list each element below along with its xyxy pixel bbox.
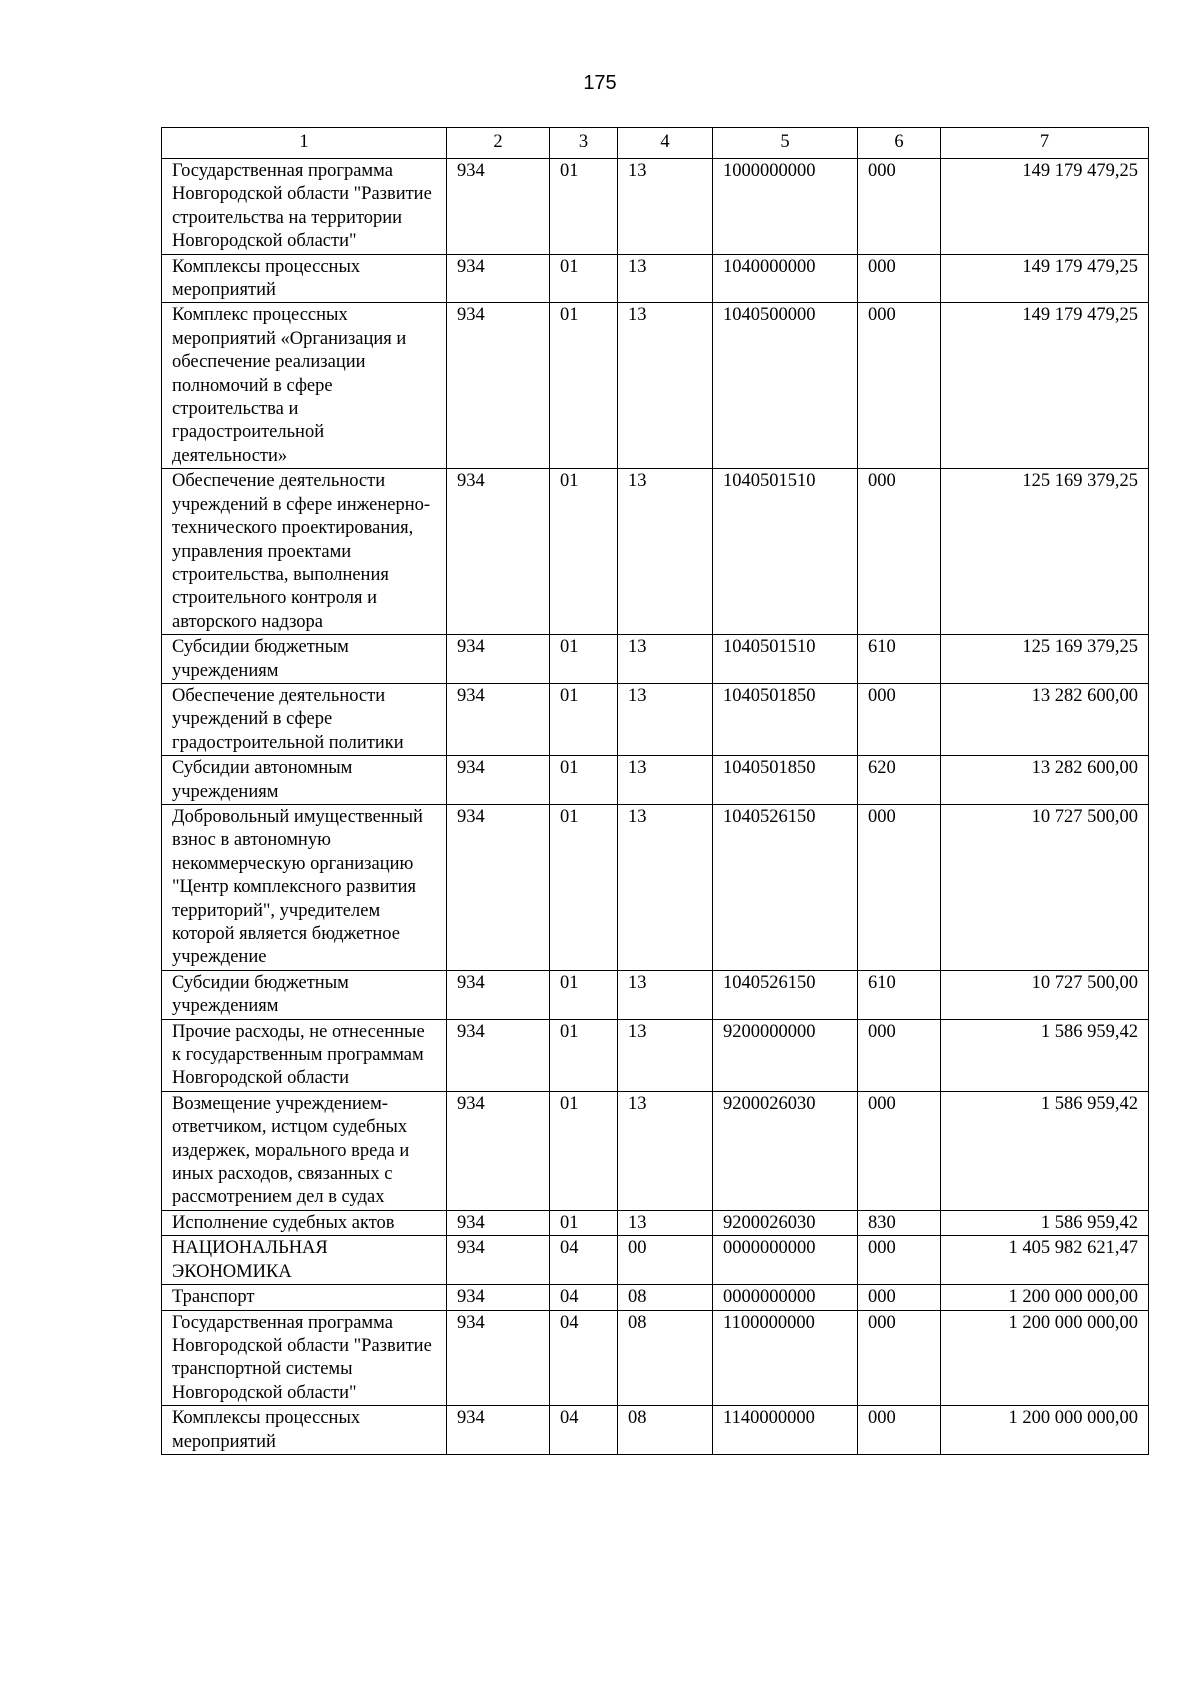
- amount-cell: 10 727 500,00: [941, 970, 1149, 1019]
- subsection-code-cell: 13: [618, 804, 713, 970]
- table-body: [162, 159, 1149, 1455]
- ministry-code-cell: 934: [447, 1236, 550, 1285]
- target-article-cell: 1040501510: [713, 635, 858, 684]
- row-name-cell: Прочие расходы, не отнесенные к государственным программам Новгородской области: [162, 1019, 447, 1091]
- target-article-cell: 1040501850: [713, 756, 858, 805]
- target-article-cell: 1040500000: [713, 303, 858, 469]
- subsection-code-cell: 13: [618, 970, 713, 1019]
- amount-cell: 149 179 479,25: [941, 303, 1149, 469]
- expense-type-cell: 000: [858, 1310, 941, 1406]
- table-row: [162, 1091, 1149, 1210]
- section-code-cell: 01: [550, 1091, 618, 1210]
- column-header-4: 4: [618, 128, 713, 159]
- expense-type-cell: 000: [858, 1406, 941, 1455]
- row-name-cell: Комплексы процессных мероприятий: [162, 1406, 447, 1455]
- table-row: [162, 970, 1149, 1019]
- table-row: [162, 1310, 1149, 1406]
- target-article-cell: 1040501850: [713, 683, 858, 755]
- subsection-code-cell: 13: [618, 303, 713, 469]
- table-row: [162, 1019, 1149, 1091]
- ministry-code-cell: 934: [447, 635, 550, 684]
- header-row: [162, 128, 1149, 159]
- target-article-cell: 1040000000: [713, 254, 858, 303]
- expense-type-cell: 000: [858, 159, 941, 255]
- amount-cell: 149 179 479,25: [941, 254, 1149, 303]
- column-header-3: 3: [550, 128, 618, 159]
- ministry-code-cell: 934: [447, 1019, 550, 1091]
- expense-type-cell: 000: [858, 1236, 941, 1285]
- amount-cell: 1 586 959,42: [941, 1091, 1149, 1210]
- section-code-cell: 04: [550, 1406, 618, 1455]
- table-row: [162, 683, 1149, 755]
- row-name-cell: Обеспечение деятельности учреждений в сфере градостроительной политики: [162, 683, 447, 755]
- ministry-code-cell: 934: [447, 970, 550, 1019]
- expense-type-cell: 000: [858, 469, 941, 635]
- table-row: [162, 1210, 1149, 1235]
- section-code-cell: 01: [550, 970, 618, 1019]
- table-header: [162, 128, 1149, 159]
- target-article-cell: 1040526150: [713, 804, 858, 970]
- ministry-code-cell: 934: [447, 1091, 550, 1210]
- target-article-cell: 1100000000: [713, 1310, 858, 1406]
- row-name-cell: НАЦИОНАЛЬНАЯ ЭКОНОМИКА: [162, 1236, 447, 1285]
- section-code-cell: 01: [550, 683, 618, 755]
- ministry-code-cell: 934: [447, 159, 550, 255]
- subsection-code-cell: 08: [618, 1406, 713, 1455]
- amount-cell: 1 586 959,42: [941, 1210, 1149, 1235]
- section-code-cell: 01: [550, 159, 618, 255]
- column-header-2: 2: [447, 128, 550, 159]
- row-name-cell: Субсидии бюджетным учреждениям: [162, 635, 447, 684]
- ministry-code-cell: 934: [447, 756, 550, 805]
- target-article-cell: 0000000000: [713, 1236, 858, 1285]
- subsection-code-cell: 13: [618, 1091, 713, 1210]
- section-code-cell: 01: [550, 303, 618, 469]
- subsection-code-cell: 08: [618, 1285, 713, 1310]
- subsection-code-cell: 00: [618, 1236, 713, 1285]
- subsection-code-cell: 13: [618, 635, 713, 684]
- section-code-cell: 01: [550, 469, 618, 635]
- expense-type-cell: 000: [858, 1019, 941, 1091]
- amount-cell: 10 727 500,00: [941, 804, 1149, 970]
- row-name-cell: Добровольный имущественный взнос в автономную некоммерческую организацию "Центр комплексного развития территорий", учредителем которой является бюджетное учреждение: [162, 804, 447, 970]
- table-row: [162, 1285, 1149, 1310]
- row-name-cell: Исполнение судебных актов: [162, 1210, 447, 1235]
- expense-type-cell: 000: [858, 303, 941, 469]
- subsection-code-cell: 13: [618, 159, 713, 255]
- target-article-cell: 9200000000: [713, 1019, 858, 1091]
- target-article-cell: 1140000000: [713, 1406, 858, 1455]
- expense-type-cell: 620: [858, 756, 941, 805]
- subsection-code-cell: 13: [618, 254, 713, 303]
- expense-type-cell: 000: [858, 254, 941, 303]
- table-row: [162, 635, 1149, 684]
- target-article-cell: 9200026030: [713, 1091, 858, 1210]
- target-article-cell: 1000000000: [713, 159, 858, 255]
- ministry-code-cell: 934: [447, 1210, 550, 1235]
- amount-cell: 1 200 000 000,00: [941, 1406, 1149, 1455]
- table-row: [162, 1406, 1149, 1455]
- expense-type-cell: 830: [858, 1210, 941, 1235]
- ministry-code-cell: 934: [447, 1406, 550, 1455]
- table-row: [162, 804, 1149, 970]
- row-name-cell: Государственная программа Новгородской области "Развитие транспортной системы Новгородской области": [162, 1310, 447, 1406]
- amount-cell: 125 169 379,25: [941, 469, 1149, 635]
- subsection-code-cell: 13: [618, 469, 713, 635]
- target-article-cell: 1040501510: [713, 469, 858, 635]
- section-code-cell: 01: [550, 254, 618, 303]
- row-name-cell: Возмещение учреждением-ответчиком, истцом судебных издержек, морального вреда и иных расходов, связанных с рассмотрением дел в судах: [162, 1091, 447, 1210]
- amount-cell: 13 282 600,00: [941, 683, 1149, 755]
- row-name-cell: Субсидии автономным учреждениям: [162, 756, 447, 805]
- amount-cell: 125 169 379,25: [941, 635, 1149, 684]
- row-name-cell: Комплексы процессных мероприятий: [162, 254, 447, 303]
- table-row: [162, 756, 1149, 805]
- ministry-code-cell: 934: [447, 469, 550, 635]
- subsection-code-cell: 13: [618, 1019, 713, 1091]
- ministry-code-cell: 934: [447, 1310, 550, 1406]
- table-row: [162, 303, 1149, 469]
- target-article-cell: 0000000000: [713, 1285, 858, 1310]
- budget-table: [161, 127, 1149, 1455]
- section-code-cell: 01: [550, 635, 618, 684]
- expense-type-cell: 000: [858, 1285, 941, 1310]
- expense-type-cell: 000: [858, 1091, 941, 1210]
- expense-type-cell: 610: [858, 635, 941, 684]
- amount-cell: 1 200 000 000,00: [941, 1285, 1149, 1310]
- row-name-cell: Государственная программа Новгородской области "Развитие строительства на территории Новгородской области": [162, 159, 447, 255]
- column-header-7: 7: [941, 128, 1149, 159]
- section-code-cell: 01: [550, 756, 618, 805]
- column-header-5: 5: [713, 128, 858, 159]
- amount-cell: 1 586 959,42: [941, 1019, 1149, 1091]
- ministry-code-cell: 934: [447, 804, 550, 970]
- section-code-cell: 04: [550, 1285, 618, 1310]
- section-code-cell: 04: [550, 1310, 618, 1406]
- section-code-cell: 01: [550, 1210, 618, 1235]
- table-row: [162, 254, 1149, 303]
- section-code-cell: 01: [550, 804, 618, 970]
- ministry-code-cell: 934: [447, 254, 550, 303]
- subsection-code-cell: 08: [618, 1310, 713, 1406]
- expense-type-cell: 610: [858, 970, 941, 1019]
- subsection-code-cell: 13: [618, 1210, 713, 1235]
- subsection-code-cell: 13: [618, 756, 713, 805]
- table-row: [162, 469, 1149, 635]
- page-number: 175: [583, 72, 617, 94]
- row-name-cell: Комплекс процессных мероприятий «Организация и обеспечение реализации полномочий в сфере строительства и градостроительной деятельности»: [162, 303, 447, 469]
- target-article-cell: 9200026030: [713, 1210, 858, 1235]
- amount-cell: 149 179 479,25: [941, 159, 1149, 255]
- row-name-cell: Транспорт: [162, 1285, 447, 1310]
- subsection-code-cell: 13: [618, 683, 713, 755]
- target-article-cell: 1040526150: [713, 970, 858, 1019]
- expense-type-cell: 000: [858, 804, 941, 970]
- amount-cell: 1 405 982 621,47: [941, 1236, 1149, 1285]
- section-code-cell: 04: [550, 1236, 618, 1285]
- column-header-1: 1: [162, 128, 447, 159]
- table-row: [162, 1236, 1149, 1285]
- ministry-code-cell: 934: [447, 683, 550, 755]
- amount-cell: 13 282 600,00: [941, 756, 1149, 805]
- table-row: [162, 159, 1149, 255]
- section-code-cell: 01: [550, 1019, 618, 1091]
- row-name-cell: Субсидии бюджетным учреждениям: [162, 970, 447, 1019]
- expense-type-cell: 000: [858, 683, 941, 755]
- ministry-code-cell: 934: [447, 303, 550, 469]
- ministry-code-cell: 934: [447, 1285, 550, 1310]
- column-header-6: 6: [858, 128, 941, 159]
- row-name-cell: Обеспечение деятельности учреждений в сфере инженерно-технического проектирования, управления проектами строительства, выполнения строительного контроля и авторского надзора: [162, 469, 447, 635]
- amount-cell: 1 200 000 000,00: [941, 1310, 1149, 1406]
